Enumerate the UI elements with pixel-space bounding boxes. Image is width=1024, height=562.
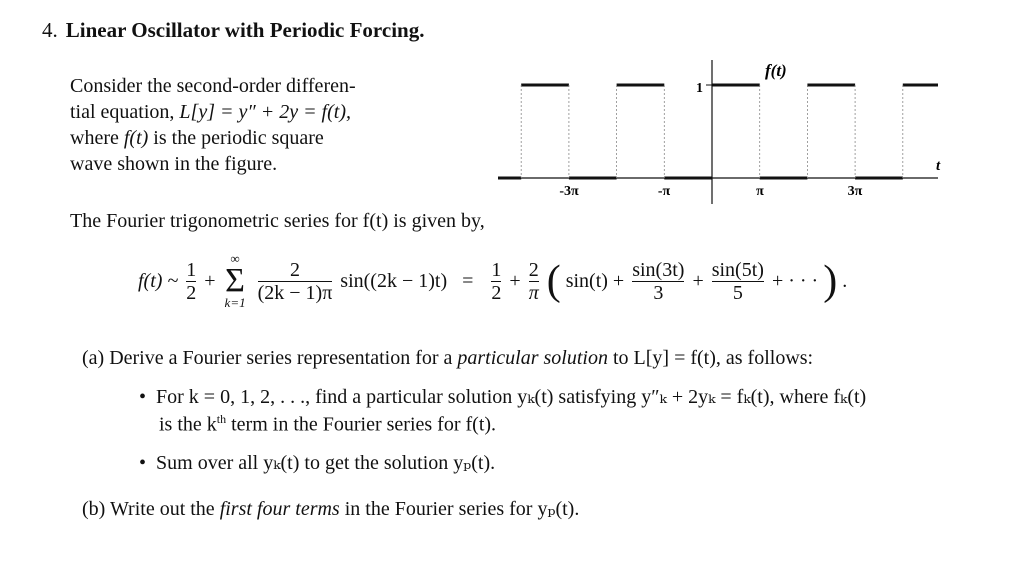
sum-symbol: Σ xyxy=(225,262,245,299)
intro-f-symbol: f(t) xyxy=(123,127,149,149)
half-den-2: 2 xyxy=(491,281,502,304)
term5-num: sin(5t) xyxy=(711,258,764,281)
right-paren: ) xyxy=(823,258,838,304)
intro-line-3 xyxy=(70,125,356,151)
intro-line-2 xyxy=(70,99,356,125)
part-a xyxy=(82,347,813,370)
coef-den: (2k − 1)π xyxy=(257,281,333,304)
term5-den: 5 xyxy=(712,281,764,304)
intro-paragraph xyxy=(70,73,356,177)
term3-num: sin(3t) xyxy=(632,258,685,281)
part-b-label: (b) xyxy=(82,498,106,520)
formula-lhs: f(t) ~ xyxy=(138,269,179,292)
part-b xyxy=(82,496,579,521)
intro-line-1: Consider the second-order differen- xyxy=(70,75,356,97)
bullet-1 xyxy=(139,384,866,409)
part-a-text-pre: Derive a Fourier series representation for a xyxy=(109,347,458,369)
fourier-formula xyxy=(138,252,847,332)
equals-sign: = xyxy=(462,269,474,292)
tick-label-neg3pi: -3π xyxy=(559,184,579,199)
sum-upper: ∞ xyxy=(230,251,240,266)
part-b-text-post: in the Fourier series for yₚ(t). xyxy=(339,498,580,520)
coef-fraction xyxy=(258,259,333,304)
axis-label: t xyxy=(936,158,941,174)
part-a-label: (a) xyxy=(82,347,105,369)
square-wave-figure xyxy=(490,50,950,210)
intro-line-2-text: tial equation, xyxy=(70,101,180,123)
tick-label-pi: π xyxy=(756,184,764,199)
fourier-intro: The Fourier trigonometric series for f(t) is given by, xyxy=(70,210,485,232)
series-tail: + · · · xyxy=(771,269,819,292)
function-label: f(t) xyxy=(765,61,787,80)
formula-end: . xyxy=(842,269,848,292)
square-wave xyxy=(498,85,938,178)
plus-sign: + xyxy=(204,269,216,292)
part-b-text-pre: Write out the xyxy=(109,498,220,520)
part-a-emphasis: particular solution xyxy=(457,347,608,369)
bullet-2 xyxy=(139,450,495,475)
problem-heading: Linear Oscillator with Periodic Forcing. xyxy=(65,18,425,42)
part-b-emphasis: first four terms xyxy=(219,498,340,520)
problem-title xyxy=(42,18,424,43)
problem-number: 4. xyxy=(42,18,58,42)
intro-line-4: wave shown in the figure. xyxy=(70,153,278,175)
bullet-dot-2: • xyxy=(139,452,157,474)
bullet-1-line-2-pre: is the k xyxy=(159,413,217,436)
intro-line-3-post: is the periodic square xyxy=(148,127,324,149)
bullet-dot-1: • xyxy=(139,386,157,408)
half-den: 2 xyxy=(186,281,197,304)
sum-lower: k=1 xyxy=(224,295,246,310)
tick-label-negpi: -π xyxy=(657,184,671,199)
intro-equation: L[y] = y″ + 2y = f(t), xyxy=(179,101,351,123)
half-num-2: 1 xyxy=(491,258,502,281)
plus-sign-2: + xyxy=(509,269,521,292)
two-pi-fraction xyxy=(529,259,539,304)
tick-label-3pi: 3π xyxy=(847,184,863,199)
left-paren: ( xyxy=(546,258,561,304)
half-fraction-2 xyxy=(491,259,501,304)
half-fraction xyxy=(186,259,196,304)
part-a-text-post: to L[y] = f(t), as follows: xyxy=(607,347,814,369)
term-sin-t: sin(t) + xyxy=(565,269,625,292)
bullet-1-sup: th xyxy=(216,412,227,426)
sin-term: sin((2k − 1)t) xyxy=(340,269,448,292)
half-num: 1 xyxy=(186,258,197,281)
plus-sign-3: + xyxy=(692,269,704,292)
term3-den: 3 xyxy=(632,281,684,304)
bullet-1-line-1: For k = 0, 1, 2, . . ., find a particular solution yₖ(t) satisfying y″ₖ + 2yₖ = fₖ(t), where fₖ(t) xyxy=(156,386,867,408)
term3-fraction xyxy=(632,259,684,304)
term5-fraction xyxy=(712,259,764,304)
level-label: 1 xyxy=(696,81,703,96)
summation xyxy=(225,252,246,310)
two-pi-den: π xyxy=(528,281,539,304)
bullet-1-line-2-post: term in the Fourier series for f(t). xyxy=(226,413,497,436)
two-pi-num: 2 xyxy=(528,258,539,281)
coef-num: 2 xyxy=(289,258,300,281)
bullet-2-text: Sum over all yₖ(t) to get the solution yₚ(t). xyxy=(156,452,496,474)
intro-line-3-pre: where xyxy=(70,127,124,149)
bullet-1-cont xyxy=(159,412,496,437)
